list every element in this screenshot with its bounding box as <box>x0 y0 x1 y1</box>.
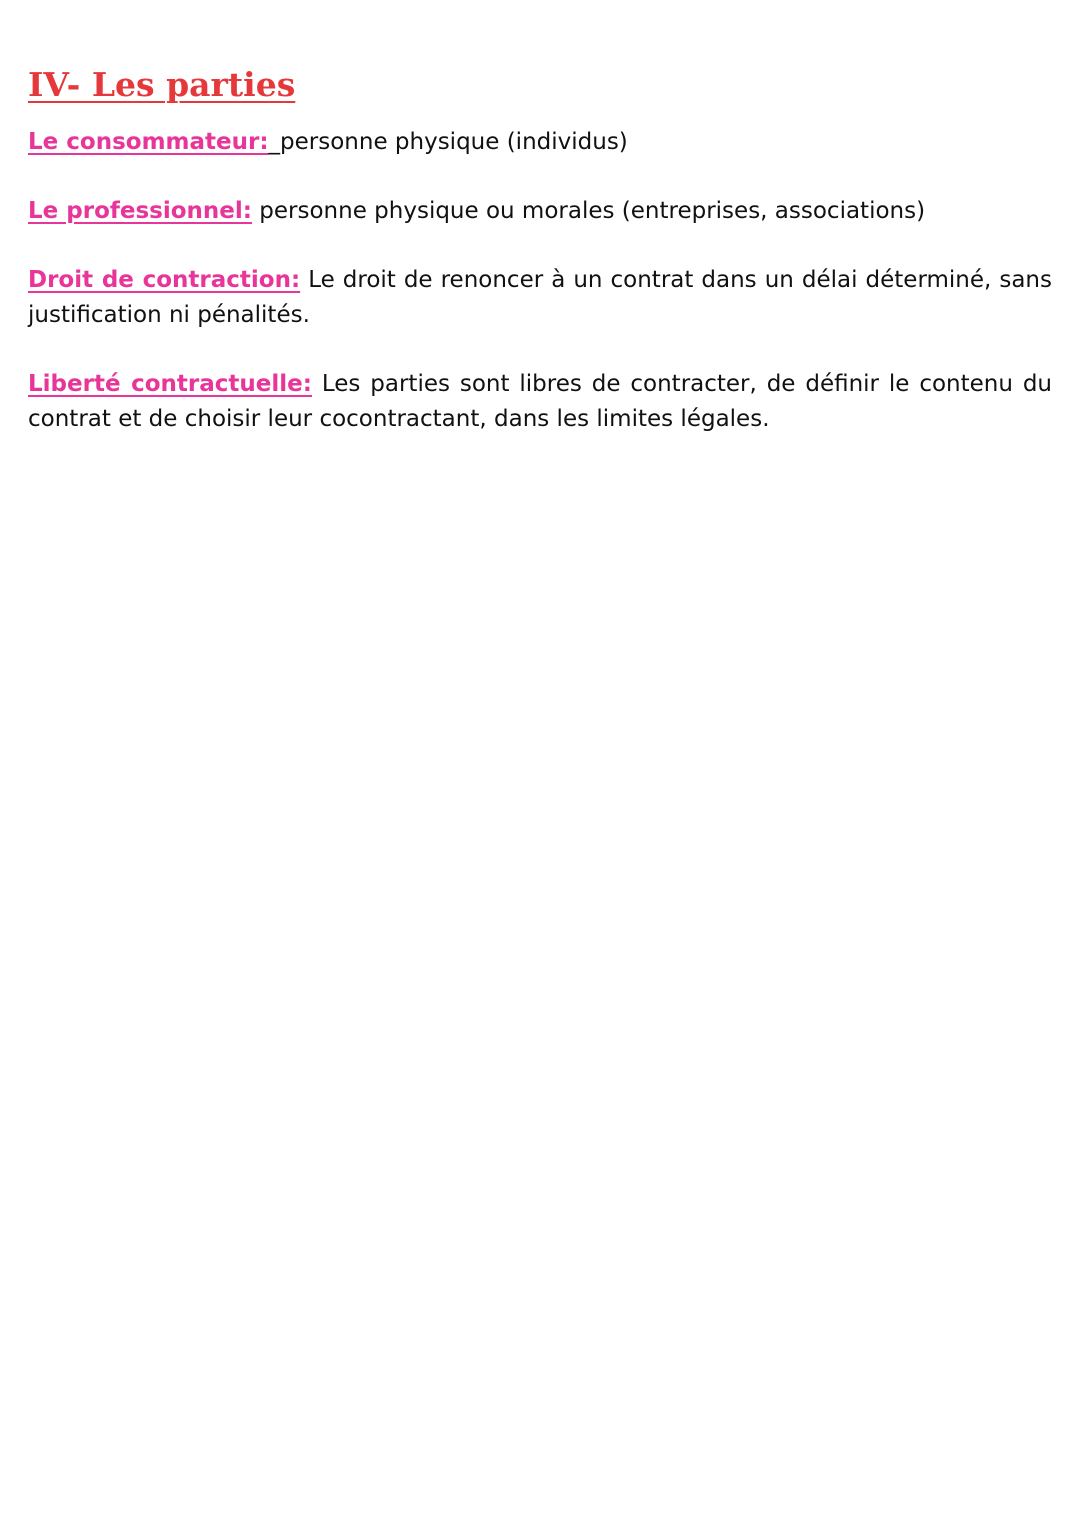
term-label: Le consommateur: <box>28 129 269 155</box>
definition-text: Les parties sont libres de contracter, de définir le contenu du contrat et de choisir leur cocontractant, dans les limites légales. <box>28 371 1052 432</box>
definition-text: personne physique ou morales (entreprises, associations) <box>251 198 926 224</box>
definition-entry-droit-de-contraction <box>28 263 1052 333</box>
term-label: Liberté contractuelle: <box>28 371 312 397</box>
definition-entry-professionnel <box>28 194 1052 229</box>
definition-entry-liberte-contractuelle <box>28 367 1052 437</box>
section-title: IV- Les parties <box>28 65 296 104</box>
definition-entry-consommateur <box>28 125 1052 160</box>
term-label: Le professionnel: <box>28 198 252 224</box>
term-label: Droit de contraction: <box>28 267 301 293</box>
definition-text: _personne physique (individus) <box>268 129 628 155</box>
definition-text: Le droit de renoncer à un contrat dans un délai déterminé, sans justification ni pénalités. <box>28 267 1052 328</box>
